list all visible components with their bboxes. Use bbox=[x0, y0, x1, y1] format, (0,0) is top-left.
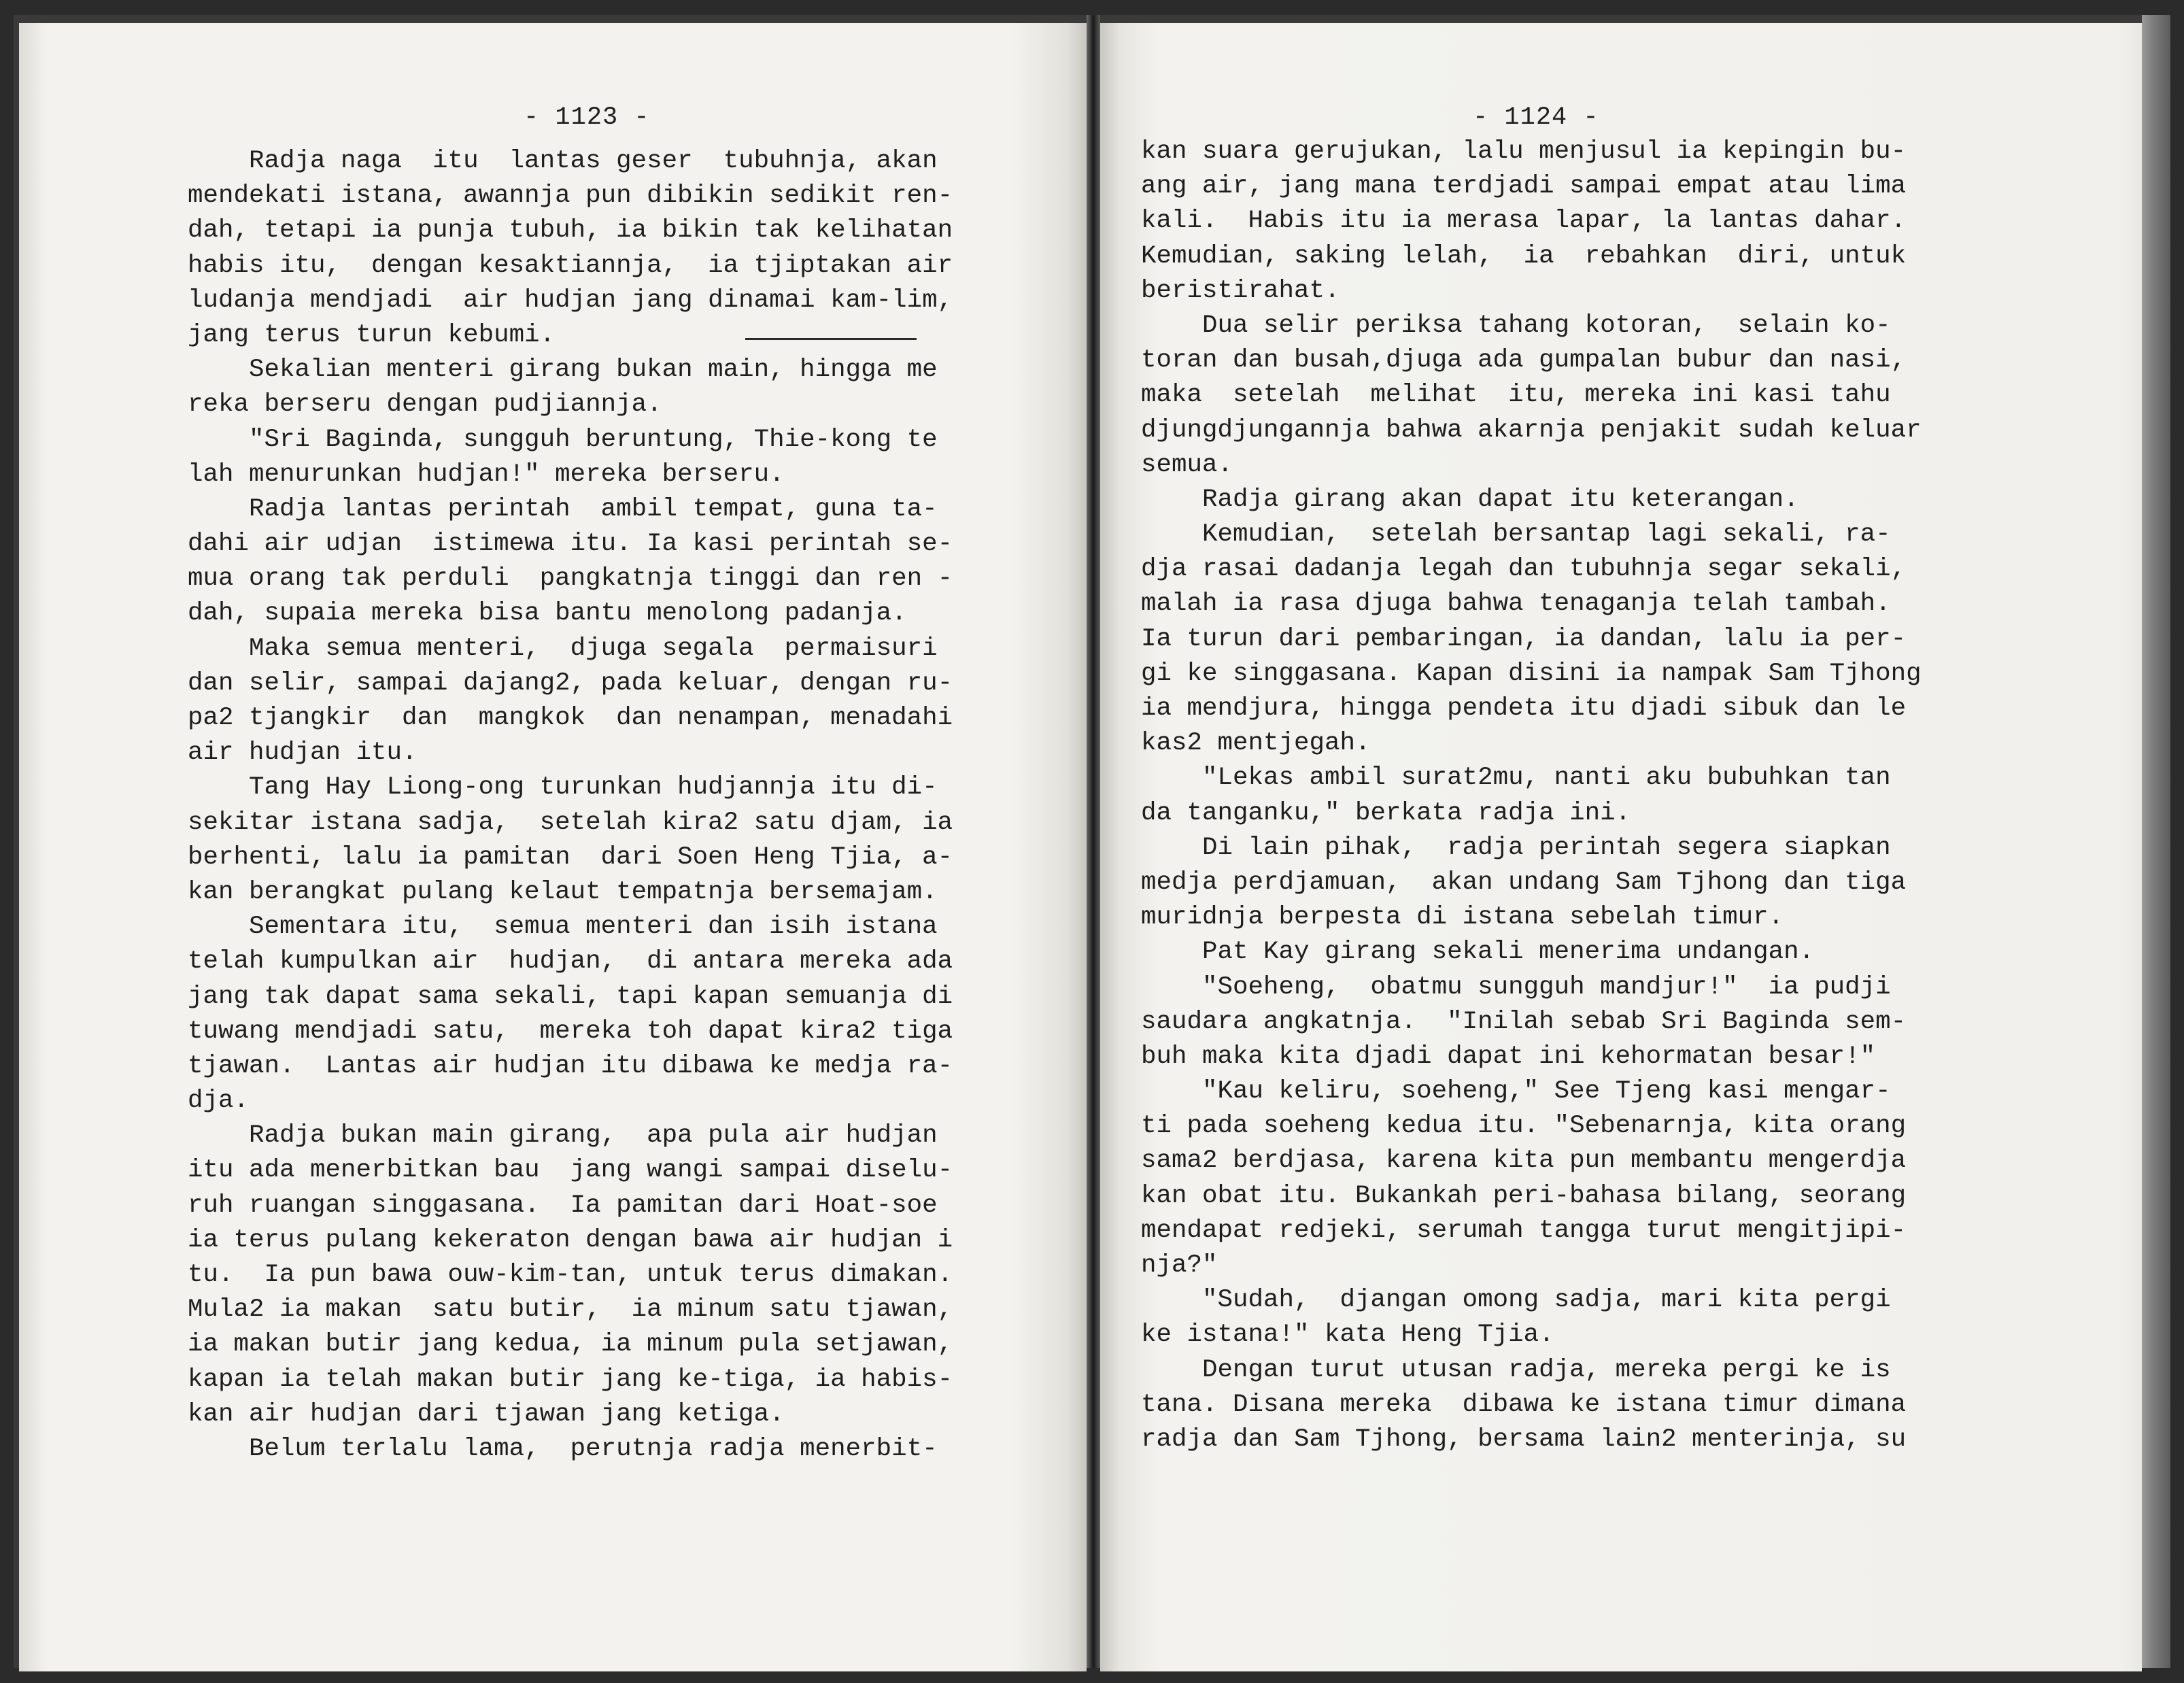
text-line: mendapat redjeki, serumah tangga turut mengitjipi- bbox=[1141, 1216, 1907, 1245]
page-number: - 1123 - bbox=[524, 103, 650, 132]
text-line: buh maka kita djadi dapat ini kehormatan besar!" bbox=[1141, 1042, 1876, 1071]
text-line: jang tak dapat sama sekali, tapi kapan semuanja di bbox=[188, 982, 953, 1011]
page-body bbox=[1141, 135, 1922, 1457]
page-stack-edge bbox=[2142, 15, 2170, 1668]
text-line: kan suara gerujukan, lalu menjusul ia kepingin bu- bbox=[1141, 137, 1907, 166]
text-line: jang terus turun kebumi. bbox=[188, 320, 556, 350]
text-line: dah, tetapi ia punja tubuh, ia bikin tak kelihatan bbox=[188, 216, 953, 245]
left-page bbox=[19, 23, 1087, 1671]
text-line: lah menurunkan hudjan!" mereka berseru. bbox=[188, 460, 785, 489]
text-line: "Kau keliru, soeheng," See Tjeng kasi mengar- bbox=[1141, 1077, 1891, 1106]
text-line: "Sri Baginda, sungguh beruntung, Thie-kong te bbox=[188, 425, 938, 454]
text-line: ludanja mendjadi air hudjan jang dinamai kam-lim, bbox=[188, 286, 953, 315]
text-line: sekitar istana sadja, setelah kira2 satu djam, ia bbox=[188, 808, 953, 837]
text-line: Kemudian, saking lelah, ia rebahkan diri, untuk bbox=[1141, 241, 1907, 271]
text-line: Pat Kay girang sekali menerima undangan. bbox=[1141, 938, 1815, 967]
text-line: Mula2 ia makan satu butir, ia minum satu tjawan, bbox=[188, 1295, 953, 1325]
text-line: "Lekas ambil surat2mu, nanti aku bubuhkan tan bbox=[1141, 764, 1891, 793]
text-line: air hudjan itu. bbox=[188, 738, 417, 768]
text-line: Radja lantas perintah ambil tempat, guna ta- bbox=[188, 494, 938, 524]
text-line: tuwang mendjadi satu, mereka toh dapat kira2 tiga bbox=[188, 1017, 953, 1046]
text-line: Sementara itu, semua menteri dan isih istana bbox=[188, 913, 938, 942]
page-number: - 1124 - bbox=[1473, 103, 1599, 132]
text-line: kapan ia telah makan butir jang ke-tiga, ia habis- bbox=[188, 1365, 953, 1394]
text-line: beristirahat. bbox=[1141, 276, 1340, 305]
text-line: dah, supaia mereka bisa bantu menolong padanja. bbox=[188, 599, 907, 628]
underline-kam-lim bbox=[745, 338, 917, 340]
text-line: habis itu, dengan kesaktiannja, ia tjiptakan air bbox=[188, 251, 953, 280]
text-line: sama2 berdjasa, karena kita pun membantu mengerdja bbox=[1141, 1146, 1907, 1176]
text-line: djungdjungannja bahwa akarnja penjakit sudah keluar bbox=[1141, 415, 1922, 445]
text-line: semua. bbox=[1141, 450, 1233, 479]
right-page bbox=[1100, 23, 2142, 1671]
text-line: nja?" bbox=[1141, 1251, 1218, 1280]
text-line: mua orang tak perduli pangkatnja tinggi dan ren - bbox=[188, 564, 953, 594]
text-line: Dengan turut utusan radja, mereka pergi ke is bbox=[1141, 1355, 1891, 1384]
text-line: toran dan busah,djuga ada gumpalan bubur dan nasi, bbox=[1141, 346, 1907, 375]
text-line: Belum terlalu lama, perutnja radja menerbit- bbox=[188, 1434, 938, 1463]
text-line: ia terus pulang kekeraton dengan bawa air hudjan i bbox=[188, 1225, 953, 1255]
text-line: tjawan. Lantas air hudjan itu dibawa ke medja ra- bbox=[188, 1051, 953, 1081]
text-line: medja perdjamuan, akan undang Sam Tjhong dan tiga bbox=[1141, 868, 1907, 897]
text-line: Radja naga itu lantas geser tubuhnja, akan bbox=[188, 147, 938, 175]
text-line: kas2 mentjegah. bbox=[1141, 729, 1371, 758]
text-line: berhenti, lalu ia pamitan dari Soen Heng Tjia, a- bbox=[188, 843, 953, 872]
text-line: muridnja berpesta di istana sebelah timur. bbox=[1141, 903, 1784, 932]
text-line: Sekalian menteri girang bukan main, hingga me bbox=[188, 356, 938, 385]
text-line: Radja bukan main girang, apa pula air hudjan bbox=[188, 1121, 938, 1151]
text-line: ang air, jang mana terdjadi sampai empat atau lima bbox=[1141, 172, 1907, 201]
book-gutter bbox=[1087, 15, 1100, 1668]
text-line: radja dan Sam Tjhong, bersama lain2 menterinja, su bbox=[1141, 1425, 1907, 1454]
text-line: dja. bbox=[188, 1087, 250, 1116]
text-line: Di lain pihak, radja perintah segera siapkan bbox=[1141, 833, 1891, 862]
text-line: malah ia rasa djuga bahwa tenaganja telah tambah. bbox=[1141, 590, 1891, 619]
text-line: itu ada menerbitkan bau jang wangi sampai diselu- bbox=[188, 1156, 953, 1185]
text-line: Maka semua menteri, djuga segala permaisuri bbox=[188, 634, 938, 663]
text-line: Radja girang akan dapat itu keterangan. bbox=[1141, 485, 1799, 514]
text-line: "Soeheng, obatmu sungguh mandjur!" ia pudji bbox=[1141, 972, 1891, 1002]
text-line: "Sudah, djangan omong sadja, mari kita pergi bbox=[1141, 1286, 1891, 1315]
text-line: ti pada soeheng kedua itu. "Sebenarnja, kita orang bbox=[1141, 1112, 1907, 1141]
text-line: ia mendjura, hingga pendeta itu djadi sibuk dan le bbox=[1141, 694, 1907, 723]
text-line: Dua selir periksa tahang kotoran, selain ko- bbox=[1141, 311, 1891, 340]
text-line: reka berseru dengan pudjiannja. bbox=[188, 390, 662, 420]
text-line: saudara angkatnja. "Inilah sebab Sri Baginda sem- bbox=[1141, 1007, 1907, 1036]
text-line: telah kumpulkan air hudjan, di antara mereka ada bbox=[188, 947, 953, 976]
text-line: kan obat itu. Bukankah peri-bahasa bilang, seorang bbox=[1141, 1181, 1907, 1210]
text-line: tu. Ia pun bawa ouw-kim-tan, untuk terus dimakan. bbox=[188, 1261, 953, 1289]
text-line: da tanganku," berkata radja ini. bbox=[1141, 798, 1631, 828]
text-line: ke istana!" kata Heng Tjia. bbox=[1141, 1321, 1554, 1350]
text-line: tana. Disana mereka dibawa ke istana timur dimana bbox=[1141, 1390, 1907, 1419]
text-line: kali. Habis itu ia merasa lapar, la lantas dahar. bbox=[1141, 207, 1907, 236]
text-line: kan air hudjan dari tjawan jang ketiga. bbox=[188, 1399, 785, 1429]
text-line: mendekati istana, awannja pun dibikin sedikit ren- bbox=[188, 182, 953, 211]
page-body bbox=[188, 144, 953, 1467]
text-line: pa2 tjangkir dan mangkok dan nenampan, menadahi bbox=[188, 704, 953, 732]
open-book bbox=[14, 15, 2170, 1668]
text-line: kan berangkat pulang kelaut tempatnja bersemajam. bbox=[188, 877, 938, 906]
text-line: Tang Hay Liong-ong turunkan hudjannja itu di- bbox=[188, 773, 938, 802]
text-line: ruh ruangan singgasana. Ia pamitan dari Hoat-soe bbox=[188, 1191, 938, 1220]
text-line: gi ke singgasana. Kapan disini ia nampak Sam Tjhong bbox=[1141, 659, 1922, 688]
text-line: Ia turun dari pembaringan, ia dandan, lalu ia per- bbox=[1141, 624, 1907, 653]
text-line: dja rasai dadanja legah dan tubuhnja segar sekali, bbox=[1141, 555, 1907, 584]
text-line: Kemudian, setelah bersantap lagi sekali, ra- bbox=[1141, 520, 1891, 549]
text-line: ia makan butir jang kedua, ia minum pula setjawan, bbox=[188, 1330, 953, 1359]
text-line: maka setelah melihat itu, mereka ini kasi tahu bbox=[1141, 381, 1891, 410]
text-line: dan selir, sampai dajang2, pada keluar, dengan ru- bbox=[188, 668, 953, 698]
text-line: dahi air udjan istimewa itu. Ia kasi perintah se- bbox=[188, 530, 953, 559]
